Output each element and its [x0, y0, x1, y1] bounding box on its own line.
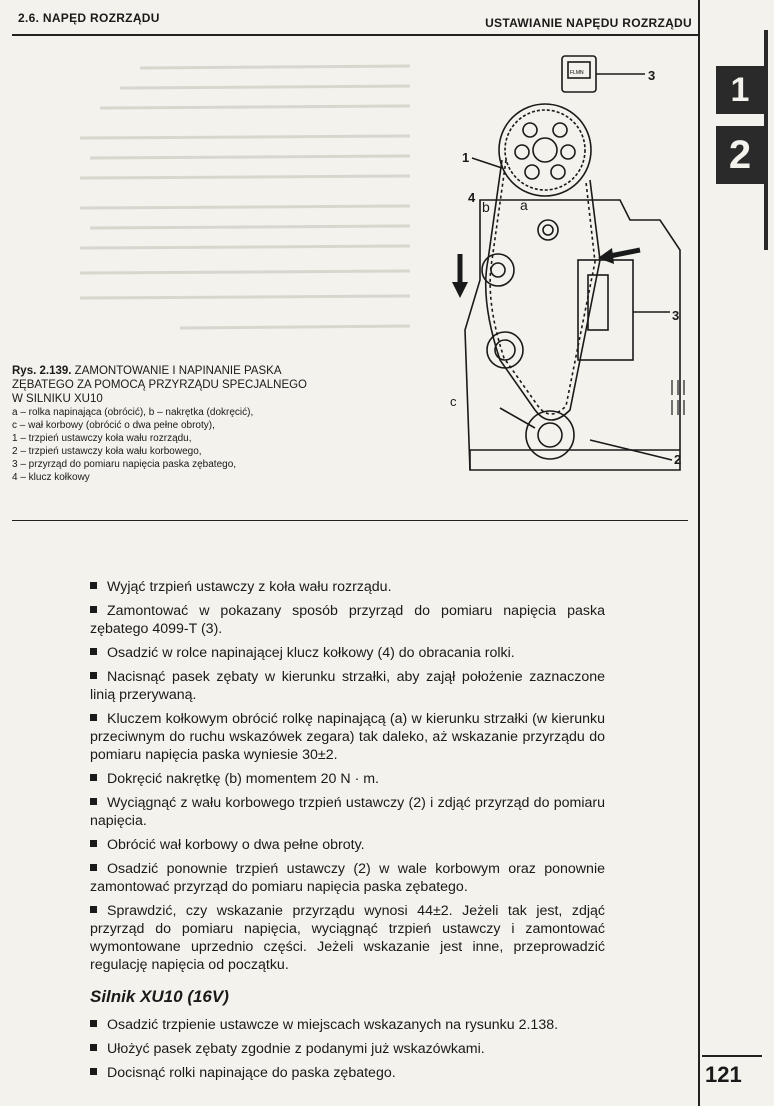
caption-rule: [12, 520, 688, 521]
caption-item: a – rolka napinająca (obrócić), b – nakrętka (dokręcić),: [12, 407, 254, 418]
step-item: Osadzić w rolce napinającej klucz kołkowy (4) do obracania rolki.: [90, 644, 605, 662]
caption-item: 1 – trzpień ustawczy koła wału rozrządu,: [12, 433, 192, 444]
bullet-icon: [90, 582, 97, 589]
label-3-top: 3: [648, 68, 656, 83]
label-2: 2: [674, 452, 682, 467]
bullet-icon: [90, 672, 97, 679]
step-item: Obrócić wał korbowy o dwa pełne obroty.: [90, 836, 605, 854]
page-number-rule: [702, 1055, 762, 1057]
label-c: c: [450, 394, 457, 409]
figure-caption: [12, 364, 352, 484]
label-4: 4: [468, 190, 476, 205]
timing-belt-diagram: [440, 50, 690, 520]
caption-title-1: ZAMONTOWANIE I NAPINANIE PASKA: [74, 365, 282, 377]
bullet-icon: [90, 1044, 97, 1051]
caption-number: Rys. 2.139.: [12, 365, 72, 377]
bullet-icon: [90, 774, 97, 781]
header-section: 2.6. NAPĘD ROZRZĄDU: [18, 11, 160, 25]
bullet-icon: [90, 840, 97, 847]
instructions: [90, 578, 605, 1088]
caption-title-3: W SILNIKU XU10: [12, 393, 103, 405]
step-item: Nacisnąć pasek zębaty w kierunku strzałki, aby zajął położenie zaznaczone linią przerywaną.: [90, 669, 605, 703]
step-item: Ułożyć pasek zębaty zgodnie z podanymi już wskazówkami.: [90, 1040, 605, 1058]
bullet-icon: [90, 1068, 97, 1075]
chapter-tab-1[interactable]: 1: [716, 66, 764, 114]
label-1: 1: [462, 150, 470, 165]
bullet-icon: [90, 1020, 97, 1027]
caption-item: 3 – przyrząd do pomiaru napięcia paska zębatego,: [12, 459, 237, 470]
caption-item: 2 – trzpień ustawczy koła wału korbowego,: [12, 446, 202, 457]
bullet-icon: [90, 798, 97, 805]
label-a: a: [520, 197, 528, 213]
step-item: Kluczem kołkowym obrócić rolkę napinającą (a) w kierunku strzałki (w kierunku przeciwnym do ruchu wskazówek zegara) tak daleko, aż wskazanie przyrządu do pomiaru napięcia paska wyniesie 30±2.: [90, 711, 605, 763]
header-chapter: USTAWIANIE NAPĘDU ROZRZĄDU: [485, 16, 692, 30]
page-rule-vertical: [698, 0, 700, 1106]
step-item: Osadzić trzpienie ustawcze w miejscach wskazanych na rysunku 2.138.: [90, 1016, 605, 1034]
step-item: Zamontować w pokazany sposób przyrząd do pomiaru napięcia paska zębatego 4099-T (3).: [90, 603, 605, 637]
caption-item: c – wał korbowy (obrócić o dwa pełne obroty),: [12, 420, 215, 431]
bullet-icon: [90, 864, 97, 871]
label-b: b: [482, 199, 490, 215]
header-rule: [12, 34, 698, 36]
bullet-icon: [90, 648, 97, 655]
bleed-through-texture: [20, 48, 420, 348]
bullet-icon: [90, 606, 97, 613]
bullet-icon: [90, 906, 97, 913]
step-item: Docisnąć rolki napinające do paska zębatego.: [90, 1064, 605, 1082]
label-3-right: 3: [672, 308, 680, 323]
section-heading: Silnik XU10 (16V): [90, 987, 229, 1006]
svg-text:FLMN: FLMN: [570, 70, 584, 76]
page-number: 121: [705, 1062, 742, 1087]
step-item: Sprawdzić, czy wskazanie przyrządu wynosi 44±2. Jeżeli tak jest, zdjąć przyrząd do pomiaru napięcia, wyciągnąć trzpień ustawczy i zamontować wymontowane uprzednio części. Jeżeli wskazanie jest inne, przeprowadzić regulację napięcia od początku.: [90, 903, 605, 973]
chapter-tab-2[interactable]: 2: [716, 126, 764, 184]
step-item: Osadzić ponownie trzpień ustawczy (2) w wale korbowym oraz ponownie zamontować przyrząd do pomiaru napięcia paska zębatego.: [90, 861, 605, 895]
caption-item: 4 – klucz kołkowy: [12, 472, 90, 483]
step-item: Dokręcić nakrętkę (b) momentem 20 N · m.: [90, 770, 605, 788]
chapter-tab-line: [764, 30, 768, 250]
bullet-icon: [90, 714, 97, 721]
caption-title-2: ZĘBATEGO ZA POMOCĄ PRZYRZĄDU SPECJALNEGO: [12, 379, 308, 391]
step-item: Wyjąć trzpień ustawczy z koła wału rozrządu.: [90, 578, 605, 596]
step-item: Wyciągnąć z wału korbowego trzpień ustawczy (2) i zdjąć przyrząd do pomiaru napięcia.: [90, 795, 605, 829]
